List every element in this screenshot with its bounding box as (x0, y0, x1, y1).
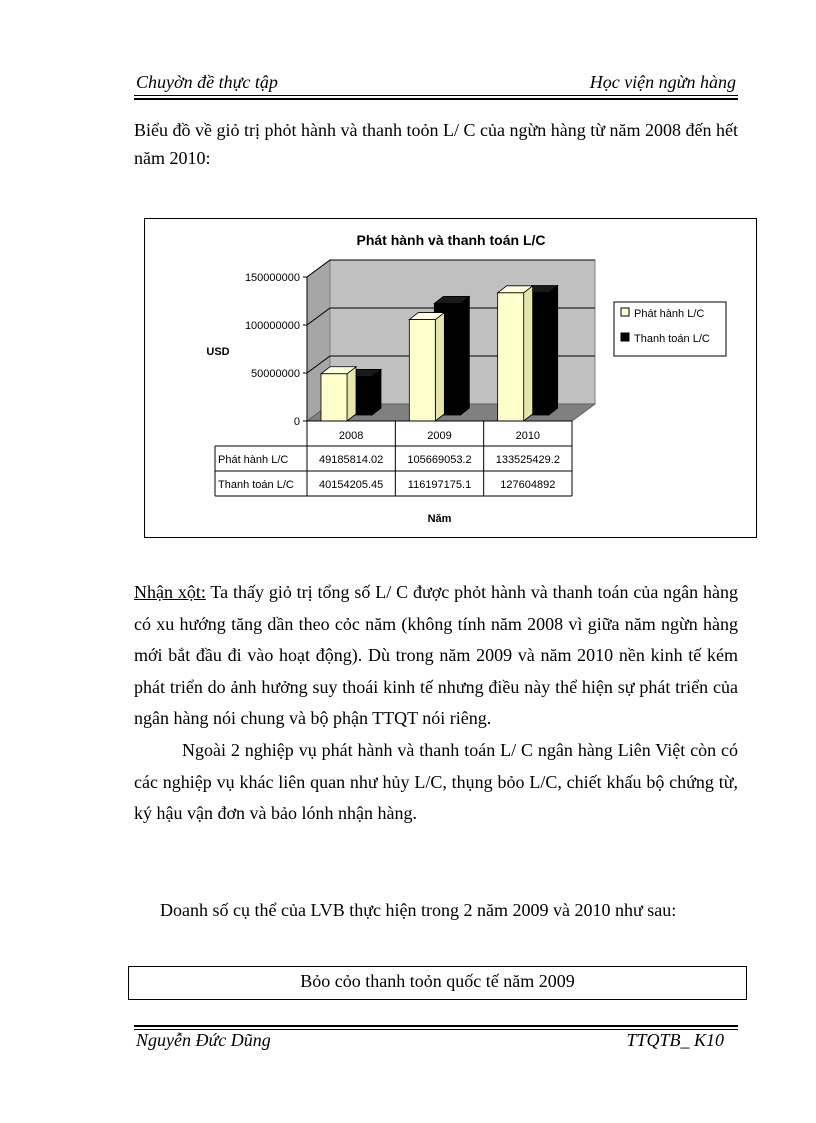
header-rule-thick (134, 98, 738, 100)
data-label: 40154205.45 (319, 479, 384, 491)
table-row-label: Phát hành L/C (218, 454, 289, 466)
summary-line: Doanh số cụ thể của LVB thực hiện trong 2 năm 2009 và 2010 như sau: (160, 900, 677, 920)
data-label: 127604892 (500, 479, 556, 491)
chart-intro-text: Biểu đồ về giỏ trị phỏt hành và thanh toỏn L/ C của ngừn hàng từ năm 2008 đến hết năm 2010: (134, 120, 738, 168)
bar-side (347, 367, 356, 421)
x-axis-label: Năm (427, 513, 452, 525)
y-tick-label: 0 (293, 416, 300, 428)
y-tick-label: 50000000 (251, 368, 300, 380)
lc-bar-chart (145, 219, 756, 537)
remark-paragraph (134, 577, 738, 735)
bar (409, 320, 435, 421)
chart-title: Phát hành và thanh toán L/C (356, 232, 546, 248)
bar-side (524, 286, 533, 421)
data-label: 49185814.02 (319, 454, 384, 466)
y-axis-label: USD (206, 346, 230, 358)
report-title: Bỏo cỏo thanh toỏn quốc tế năm 2009 (300, 971, 575, 991)
remark-text: Ta thấy giỏ trị tổng số L/ C được phỏt hành và thanh toán của ngân hàng có xu hướng tăng dần theo cỏc năm (không tính năm 2008 vì giữa năm ngừn hàng mới bắt đầu đi vào hoạt động). Dù trong năm 2009 và năm 2010 nền kinh tế kém phát triển do ảnh hưởng suy thoái kinh tế nhưng điều này thể hiện sự phát triển của ngân hàng nói chung và bộ phận TTQT nói riêng. (134, 582, 739, 728)
data-label: 133525429.2 (495, 454, 560, 466)
bar-side (460, 296, 469, 415)
bar (498, 293, 524, 421)
y-tick-label: 100000000 (244, 320, 300, 332)
data-label: 116197175.1 (407, 479, 472, 491)
y-tick-label: 150000000 (244, 272, 300, 284)
x-tick-label: 2008 (338, 430, 364, 442)
table-row-label: Thanh toán L/C (218, 479, 294, 491)
other-services-paragraph: Ngoài 2 nghiệp vụ phát hành và thanh toán L/ C ngân hàng Liên Việt còn có các nghiệp vụ khác liên quan như hủy L/C, thụng bỏo L/C, chiết khấu bộ chứng từ, ký hậu vận đơn và bảo lónh nhận hàng. (134, 740, 738, 823)
bar-side (549, 285, 558, 415)
data-label: 105669053.2 (407, 454, 472, 466)
report-title-box (128, 966, 747, 1000)
legend-label: Phát hành L/C (634, 308, 705, 320)
x-tick-label: 2010 (515, 430, 541, 442)
footer-right: TTQTB_ K10 (626, 1030, 724, 1050)
footer-rule-thick (134, 1025, 738, 1027)
header-right: Học viện ngừn hàng (589, 72, 736, 92)
chart-frame (144, 218, 757, 538)
page-header (134, 72, 738, 94)
bar (321, 374, 347, 421)
x-tick-label: 2009 (427, 430, 452, 442)
header-left: Chuyờn đề thực tập (136, 72, 278, 92)
remark-label: Nhận xột: (134, 582, 206, 602)
legend-swatch (621, 308, 629, 316)
page-footer (134, 1030, 738, 1052)
legend-swatch (621, 333, 629, 341)
footer-left: Nguyễn Đức Dũng (136, 1030, 271, 1050)
header-rule (134, 95, 738, 96)
legend-label: Thanh toán L/C (634, 333, 710, 345)
bar-side (372, 369, 381, 415)
bar-side (435, 313, 444, 421)
